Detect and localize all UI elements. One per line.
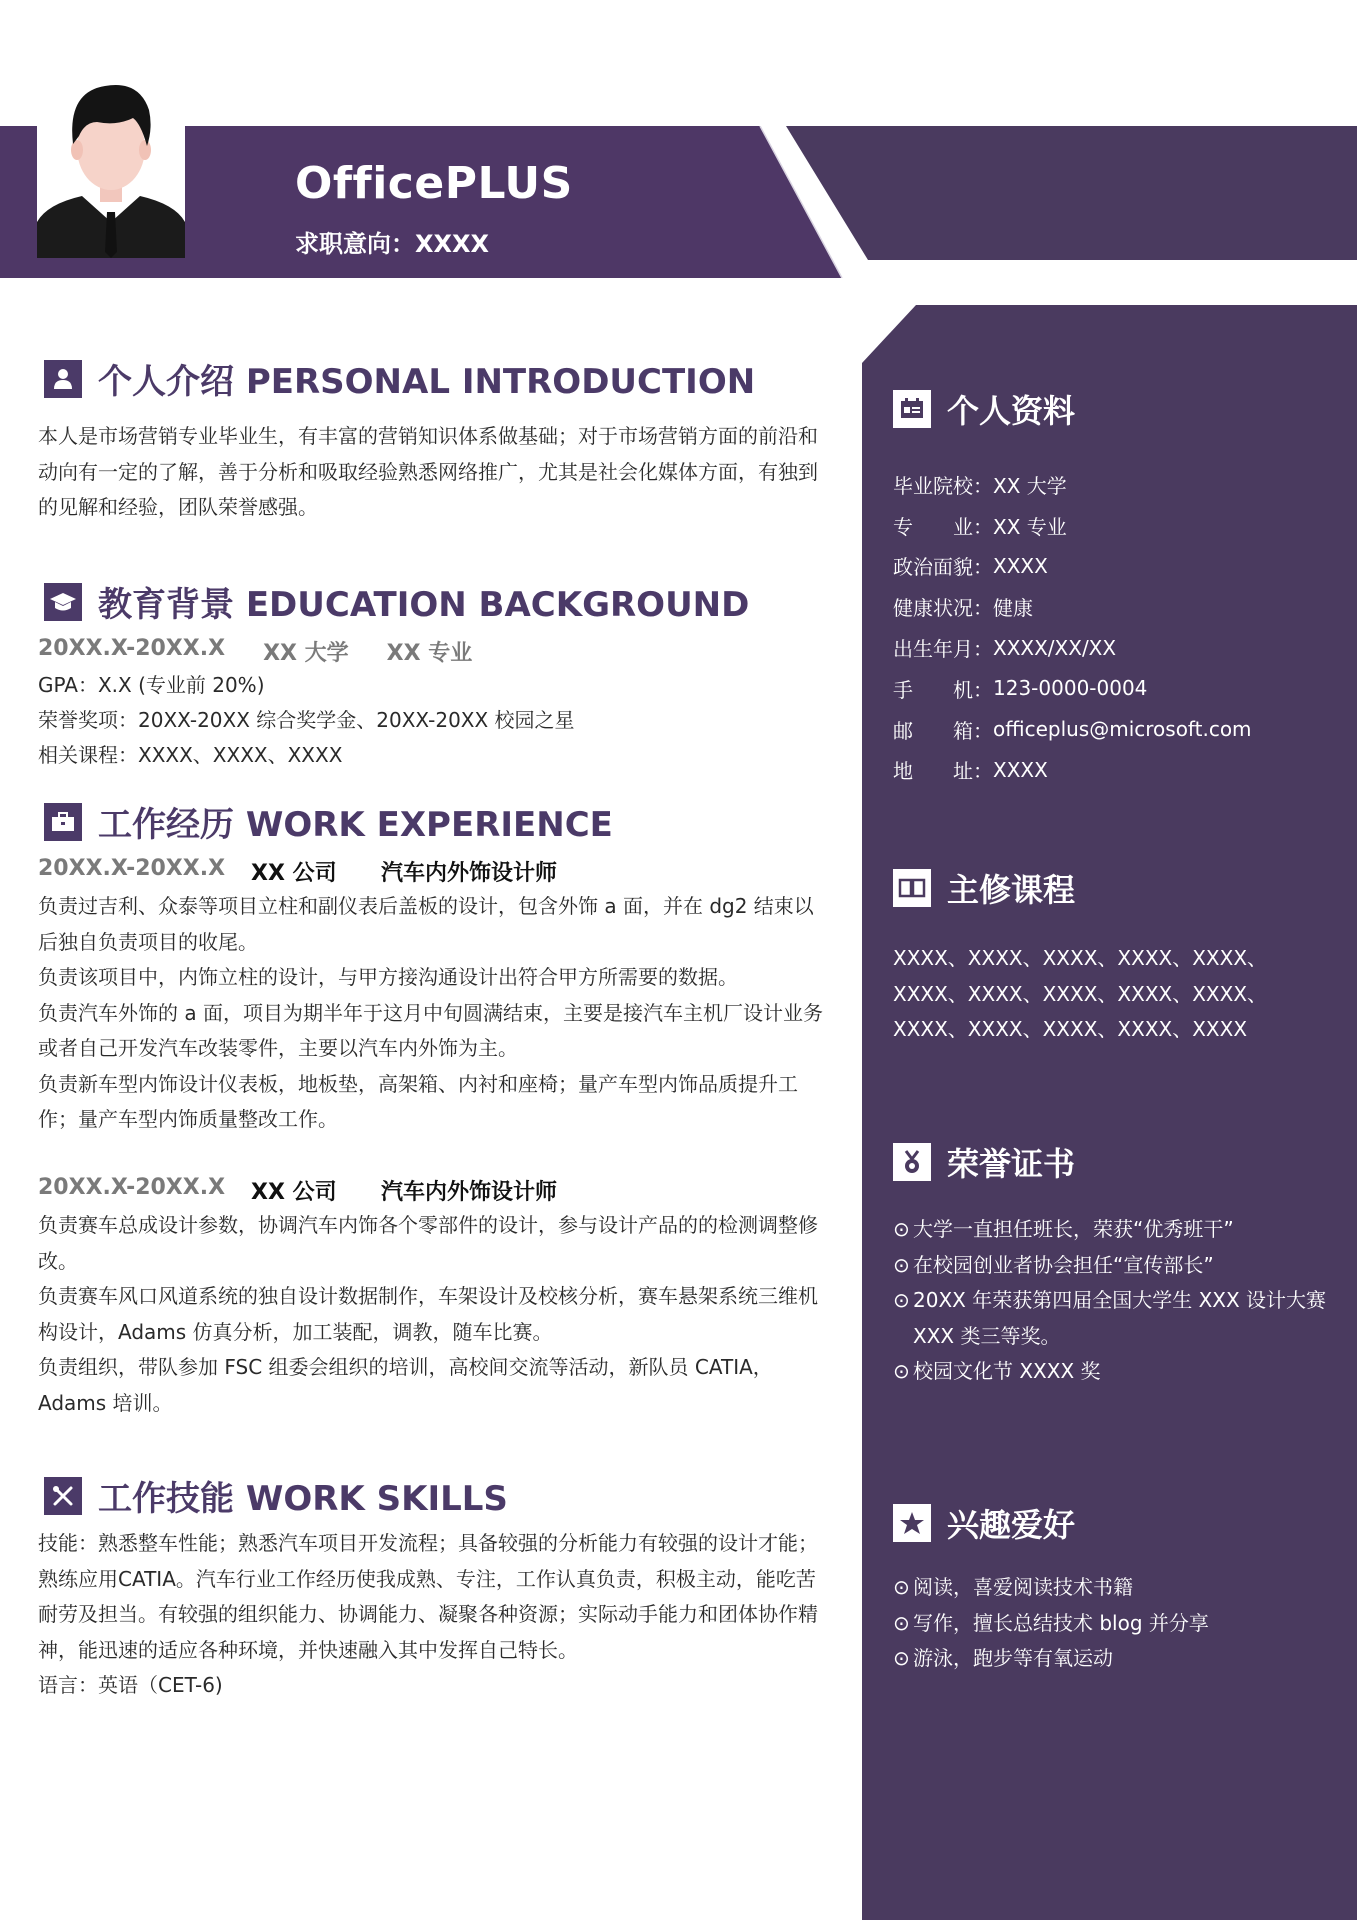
section-intro-header	[44, 354, 755, 403]
bullet-icon: ⊙	[893, 1288, 910, 1312]
profile-value: XXXX	[993, 553, 1048, 578]
bullet-icon: ⊙	[893, 1217, 910, 1241]
hobby-text: 写作，擅长总结技术 blog 并分享	[913, 1610, 1209, 1635]
profile-row	[893, 505, 1323, 546]
bullet-icon: ⊙	[893, 1359, 910, 1383]
open-book-icon	[893, 869, 931, 907]
hobby-item	[893, 1641, 1333, 1677]
star-icon	[893, 1504, 931, 1542]
section-work-header	[44, 797, 613, 846]
profile-label: 健康状况：	[893, 596, 993, 621]
section-title: 工作经历 WORK EXPERIENCE	[98, 805, 613, 845]
education-school: XX 大学	[263, 641, 349, 666]
hobby-text: 游泳，跑步等有氧运动	[913, 1646, 1113, 1670]
honor-text: 大学一直担任班长，荣获“优秀班干”	[913, 1217, 1234, 1241]
profile-row	[893, 750, 1323, 791]
section-title: 教育背景 EDUCATION BACKGROUND	[98, 585, 750, 625]
hobby-item	[893, 1606, 1333, 1642]
section-title: 个人介绍 PERSONAL INTRODUCTION	[98, 362, 756, 402]
profile-row	[893, 627, 1323, 668]
briefcase-icon	[44, 803, 82, 841]
profile-value: XX 专业	[993, 514, 1067, 539]
profile-row	[893, 586, 1323, 627]
profile-label: 专 业：	[893, 514, 993, 539]
section-courses-header	[893, 865, 1075, 911]
profile-value: 健康	[993, 596, 1033, 621]
profile-value: XXXX	[993, 757, 1048, 782]
job-meta	[38, 856, 557, 887]
name-title: OfficePLUS	[295, 158, 573, 209]
education-meta	[38, 636, 472, 667]
profile-value: 123-0000-0004	[993, 676, 1148, 701]
job-description	[38, 889, 828, 1138]
medal-icon	[893, 1143, 931, 1181]
education-line: 荣誉奖项：20XX-20XX 综合奖学金、20XX-20XX 校园之星	[38, 708, 575, 732]
job-paragraph: 负责新车型内饰设计仪表板，地板垫，高架箱、内衬和座椅；量产车型内饰品质提升工作；量产车型内饰质量整改工作。	[38, 1071, 798, 1131]
intro-text: 本人是市场营销专业毕业生，有丰富的营销知识体系做基础；对于市场营销方面的前沿和动向有一定的了解，善于分析和吸取经验熟悉网络推广，尤其是社会化媒体方面，有独到的见解和经验，团队荣誉感强。	[38, 424, 818, 519]
profile-label: 手 机：	[893, 677, 993, 702]
bullet-icon: ⊙	[893, 1252, 910, 1277]
job-date: 20XX.X-20XX.X	[38, 856, 226, 881]
section-hobbies-header	[893, 1500, 1075, 1546]
job-meta	[38, 1175, 557, 1206]
avatar	[37, 52, 185, 258]
honor-text: 在校园创业者协会担任“宣传部长”	[913, 1252, 1214, 1277]
job-description	[38, 1208, 828, 1421]
profile-label: 出生年月：	[893, 637, 993, 662]
job-intent: 求职意向：XXXX	[295, 230, 490, 258]
profile-info-list	[893, 464, 1323, 790]
job-paragraph: 负责组织，带队参加 FSC 组委会组织的培训，高校间交流等活动，新队员 CATIA，Adams 培训。	[38, 1355, 773, 1415]
section-honors-header	[893, 1139, 1075, 1185]
job-company: XX 公司	[251, 861, 337, 886]
hobbies-list	[893, 1570, 1333, 1677]
education-date: 20XX.X-20XX.X	[38, 636, 226, 661]
job-paragraph: 负责过吉利、众泰等项目立柱和副仪表后盖板的设计，包含外饰 a 面，并在 dg2 结束以后独自负责项目的收尾。	[38, 894, 814, 954]
profile-label: 地 址：	[893, 759, 993, 784]
bullet-icon: ⊙	[893, 1610, 910, 1635]
section-education-header	[44, 577, 749, 626]
job-role: 汽车内外饰设计师	[381, 1180, 558, 1205]
header-band	[0, 126, 1357, 278]
job-company: XX 公司	[251, 1180, 337, 1205]
honor-text: 校园文化节 XXXX 奖	[913, 1359, 1101, 1383]
honor-item	[893, 1212, 1333, 1248]
section-title: 工作技能 WORK SKILLS	[98, 1479, 508, 1519]
section-title: 荣誉证书	[947, 1145, 1076, 1183]
section-skills-header	[44, 1471, 508, 1520]
section-profile-header	[893, 386, 1075, 432]
education-line: 相关课程：XXXX、XXXX、XXXX	[38, 743, 343, 767]
profile-label: 政治面貌：	[893, 555, 993, 580]
honors-list	[893, 1212, 1333, 1390]
profile-label: 毕业院校：	[893, 473, 993, 498]
bullet-icon: ⊙	[893, 1646, 910, 1670]
section-title: 兴趣爱好	[947, 1506, 1076, 1544]
job-date: 20XX.X-20XX.X	[38, 1175, 226, 1200]
profile-label: 邮 箱：	[893, 718, 993, 743]
job-paragraph: 负责赛车风口风道系统的独自设计数据制作，车架设计及校核分析，赛车悬架系统三维机构设计，Adams 仿真分析，加工装配，调教，随车比赛。	[38, 1284, 818, 1344]
profile-value: officeplus@microsoft.com	[993, 717, 1252, 742]
profile-row	[893, 709, 1323, 750]
hobby-text: 阅读，喜爱阅读技术书籍	[913, 1575, 1133, 1599]
hobby-item	[893, 1570, 1333, 1606]
bullet-icon: ⊙	[893, 1575, 910, 1599]
job-paragraph: 负责汽车外饰的 a 面，项目为期半年于这月中旬圆满结束，主要是接汽车主机厂设计业务或者自己开发汽车改装零件，主要以汽车内外饰为主。	[38, 1000, 823, 1060]
section-title: 主修课程	[947, 871, 1076, 909]
courses-text: XXXX、XXXX、XXXX、XXXX、XXXX、XXXX、XXXX、XXXX、XXXX、XXXX、XXXX、XXXX、XXXX、XXXX、XXXX	[893, 946, 1268, 1041]
section-title: 个人资料	[947, 392, 1076, 430]
profile-row	[893, 464, 1323, 505]
honor-item	[893, 1283, 1333, 1354]
profile-photo	[37, 52, 185, 258]
profile-row	[893, 668, 1323, 709]
graduation-cap-icon	[44, 583, 82, 621]
education-major: XX 专业	[386, 641, 473, 666]
honor-item	[893, 1248, 1333, 1284]
user-icon	[44, 360, 82, 398]
profile-value: XXXX/XX/XX	[993, 635, 1117, 660]
job-paragraph: 负责该项目中，内饰立柱的设计，与甲方接沟通设计出符合甲方所需要的数据。	[38, 965, 738, 989]
honor-item	[893, 1354, 1333, 1390]
education-line: GPA：X.X (专业前 20%)	[38, 673, 265, 697]
skills-paragraph: 技能：熟悉整车性能；熟悉汽车项目开发流程；具备较强的分析能力有较强的设计才能；熟练应用CATIA。汽车行业工作经历使我成熟、专注，工作认真负责，积极主动，能吃苦耐劳及担当。有较强的组织能力、协调能力、凝聚各种资源；实际动手能力和团体协作精神，能迅速的适应各种环境，并快速融入其中发挥自己特长。	[38, 1531, 818, 1662]
job-role: 汽车内外饰设计师	[381, 861, 558, 886]
skills-text	[38, 1526, 828, 1704]
tools-icon	[44, 1477, 82, 1515]
profile-row	[893, 546, 1323, 587]
language-line: 语言：英语（CET-6)	[38, 1673, 223, 1697]
profile-value: XX 大学	[993, 473, 1067, 498]
job-paragraph: 负责赛车总成设计参数，协调汽车内饰各个零部件的设计，参与设计产品的的检测调整修改。	[38, 1213, 818, 1273]
id-card-icon	[893, 390, 931, 428]
honor-text: 20XX 年荣获第四届全国大学生 XXX 设计大赛 XXX 类三等奖。	[913, 1288, 1327, 1348]
